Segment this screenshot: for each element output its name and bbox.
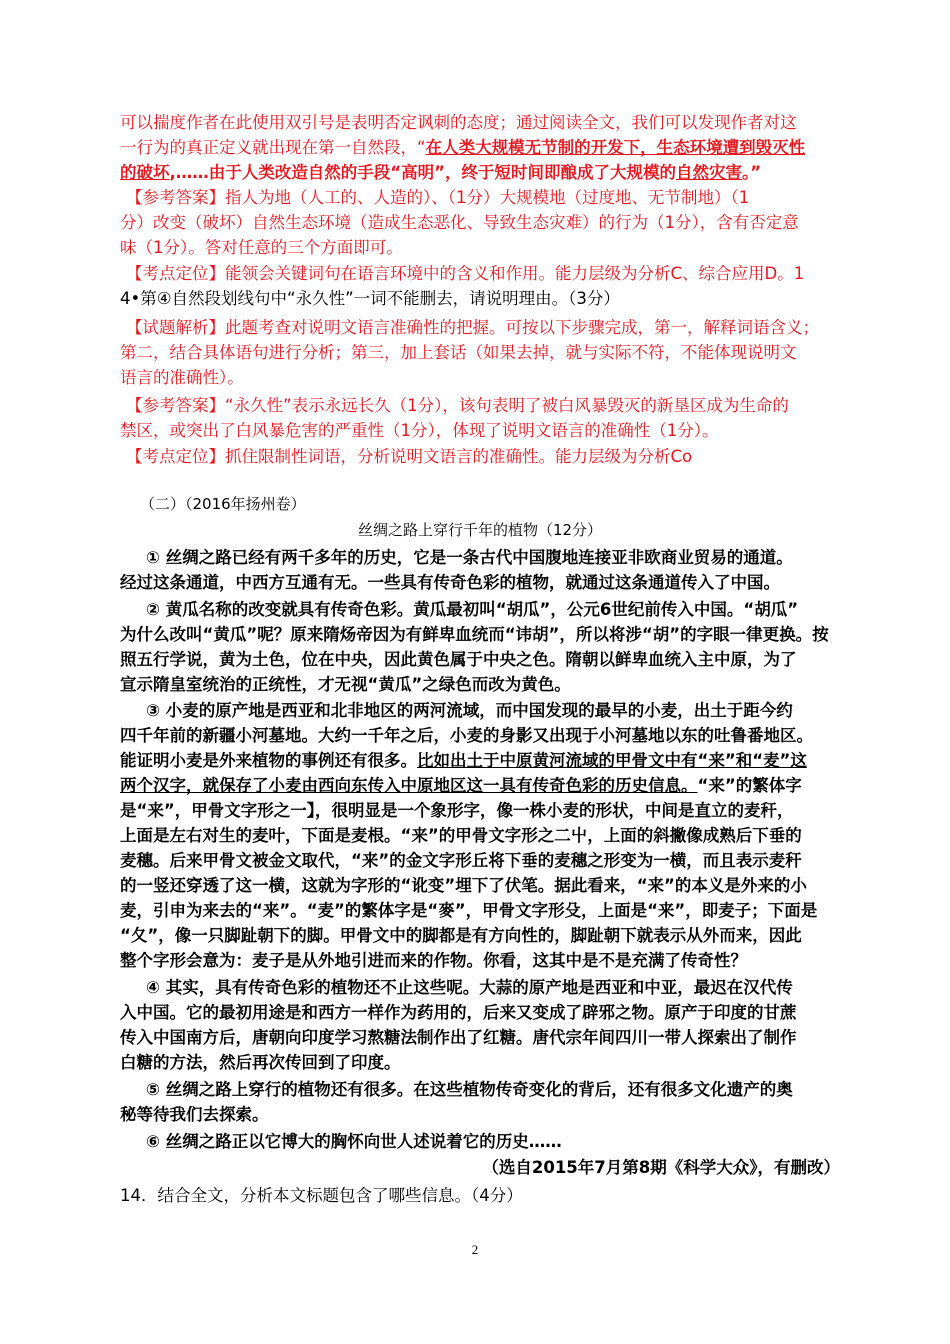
paragraph-2: 宣示隋皇室统治的正统性，才无视“黄瓜”之绿色而改为黄色。 xyxy=(120,675,571,694)
paragraph-3: 四千年前的新疆小河墓地。大约一千年之后，小麦的身影又出现于小河墓地以东的吐鲁番地区。 xyxy=(120,726,813,745)
analysis-14: 语言的准确性）。 xyxy=(120,368,244,387)
reference-answer-14: 【参考答案】“永久性”表示永远长久（1分），该句表明了被白风暴毁灭的新垦区成为生命的 xyxy=(126,396,789,415)
paragraph-3: 麦穗。后来甲骨文被金文取代，“来”的金文字形丘将下垂的麦穗之形变为一横，而且表示麦秆 xyxy=(120,851,802,870)
paragraph-3: 能证明小麦是外来植物的事例还有很多。比如出土于中原黄河流域的甲骨文中有“来”和“麦”这 xyxy=(120,751,807,770)
paragraph-2: 为什么改叫“黄瓜”呢？原来隋炀帝因为有鲜卑血统而“讳胡”，所以将涉“胡”的字眼一律更换。按 xyxy=(120,625,829,644)
paragraph-3: “夂”，像一只脚趾朝下的脚。甲骨文中的脚都是有方向性的，脚趾朝下就表示从外而来，因此 xyxy=(120,926,802,945)
paragraph-3: 是“来”，甲骨文字形之一】，很明显是一个象形字，像一株小麦的形状，中间是直立的麦秆， xyxy=(120,801,794,820)
paragraph-5: ⑤ 丝绸之路上穿行的植物还有很多。在这些植物传奇变化的背后，还有很多文化遗产的奥 xyxy=(146,1080,793,1099)
analysis-line xyxy=(120,161,840,185)
reference-answer-13: 味（1分）。答对任意的三个方面即可。 xyxy=(120,238,403,257)
paragraph-3: 麦，引申为来去的“来”。“麦”的繁体字是“麥”，甲骨文字形殳，上面是“来”，即麦子；下面是 xyxy=(120,901,818,920)
analysis-14: 【试题解析】此题考查对说明文语言准确性的把握。可按以下步骤完成，第一，解释词语含义； xyxy=(126,318,819,337)
key-point-14: 【考点定位】抓住限制性词语，分析说明文语言的准确性。能力层级为分析Co xyxy=(126,447,693,466)
page-number: 2 xyxy=(471,1242,479,1257)
paragraph-3: 的一竖还穿透了这一横，这就为字形的“讹变”埋下了伏笔。据此看来，“来”的本义是外来的小 xyxy=(120,876,807,895)
analysis-line: 可以揣度作者在此使用双引号是表明否定讽刺的态度；通过阅读全文，我们可以发现作者对这 xyxy=(120,113,797,132)
underlined-quote: 在人类大规模无节制的开发下，生态环境遭到毁灭性 xyxy=(425,138,806,157)
paragraph-3: ③ 小麦的原产地是西亚和北非地区的两河流域，而中国发现的最早的小麦，出土于距今约 xyxy=(146,701,793,720)
question-14: 14．结合全文，分析本文标题包含了哪些信息。（4分） xyxy=(120,1186,523,1205)
underlined-sentence: 两个汉字，就保存了小麦由西向东传入中原地区这一具有传奇色彩的历史信息。 xyxy=(120,776,698,795)
reference-answer-14: 禁区，或突出了白风暴危害的严重性（1分），体现了说明文语言的准确性（1分）。 xyxy=(120,421,719,440)
question-14-prompt: 4•第④自然段划线句中“永久性”一词不能删去，请说明理由。（3分） xyxy=(120,289,620,308)
paragraph-1: 经过这条通道，中西方互通有无。一些具有传奇色彩的植物，就通过这条通道传入了中国。 xyxy=(120,573,780,592)
reference-answer-13: 【参考答案】指人为地（人工的、人造的）、（1分）大规模地（过度地、无节制地）（1 xyxy=(126,188,750,207)
paragraph-2: 照五行学说，黄为土色，位在中央，因此黄色属于中央之色。隋朝以鲜卑血统入主中原，为了 xyxy=(120,650,797,669)
analysis-text: ,……由于人类改造自然的手段“高明”，终于短时间即酿成了大规模的 xyxy=(169,163,676,182)
paragraph-5: 秘等待我们去探索。 xyxy=(120,1105,269,1124)
analysis-text: 一行为的真正定义就出现在第一自然段，“ xyxy=(120,138,426,157)
analysis-line xyxy=(120,136,840,160)
underlined-quote: 的破坏 xyxy=(120,163,170,182)
paragraph-4: 传入中国南方后，唐朝向印度学习熬糖法制作出了红糖。唐代宗年间四川一带人探索出了制作 xyxy=(120,1028,797,1047)
paragraph-4: 白糖的方法，然后再次传回到了印度。 xyxy=(120,1053,401,1072)
reference-answer-13: 分）改变（破坏）自然生态环境（造成生态恶化、导致生态灾难）的行为（1分），含有否定意 xyxy=(120,213,799,232)
underlined-quote: 自然灾害 xyxy=(675,163,742,182)
analysis-14: 第二，结合具体语句进行分析；第三，加上套话（如果去掉，就与实际不符，不能体现说明文 xyxy=(120,343,797,362)
key-point-13: 【考点定位】能领会关键词句在语言环境中的含义和作用。能力层级为分析C、综合应用D。1 xyxy=(126,264,805,283)
underlined-sentence: 比如出土于中原黄河流域的甲骨文中有“来”和“麦”这 xyxy=(417,751,807,770)
paragraph-6: ⑥ 丝绸之路正以它博大的胸怀向世人述说着它的历史…… xyxy=(146,1132,562,1151)
paragraph-3: 两个汉字，就保存了小麦由西向东传入中原地区这一具有传奇色彩的历史信息。“来”的繁体字 xyxy=(120,776,802,795)
paragraph-2: ② 黄瓜名称的改变就具有传奇色彩。黄瓜最初叫“胡瓜”，公元6世纪前传入中国。“胡瓜” xyxy=(146,600,799,619)
article-source: （选自2015年7月第8期《科学大众》，有删改） xyxy=(482,1158,840,1177)
paragraph-3: 上面是左右对生的麦叶，下面是麦根。“来”的甲骨文字形之二屮，上面的斜撇像成熟后下垂的 xyxy=(120,826,802,845)
paragraph-4: ④ 其实，具有传奇色彩的植物还不止这些呢。大蒜的原产地是西亚和中亚，最迟在汉代传 xyxy=(146,978,793,997)
paragraph-4: 入中国。它的最初用途是和西方一样作为药用的，后来又变成了辟邪之物。原产于印度的甘蔗 xyxy=(120,1003,797,1022)
analysis-text: 。” xyxy=(741,163,762,182)
article-title: 丝绸之路上穿行千年的植物（12分） xyxy=(357,521,603,539)
section-heading: （二）（2016年扬州卷） xyxy=(140,495,306,513)
paragraph-1: ① 丝绸之路已经有两千多年的历史，它是一条古代中国腹地连接亚非欧商业贸易的通道。 xyxy=(146,548,793,567)
paragraph-3: 整个字形会意为：麦子是从外地引进而来的作物。你看，这其中是不是充满了传奇性？ xyxy=(120,951,747,970)
